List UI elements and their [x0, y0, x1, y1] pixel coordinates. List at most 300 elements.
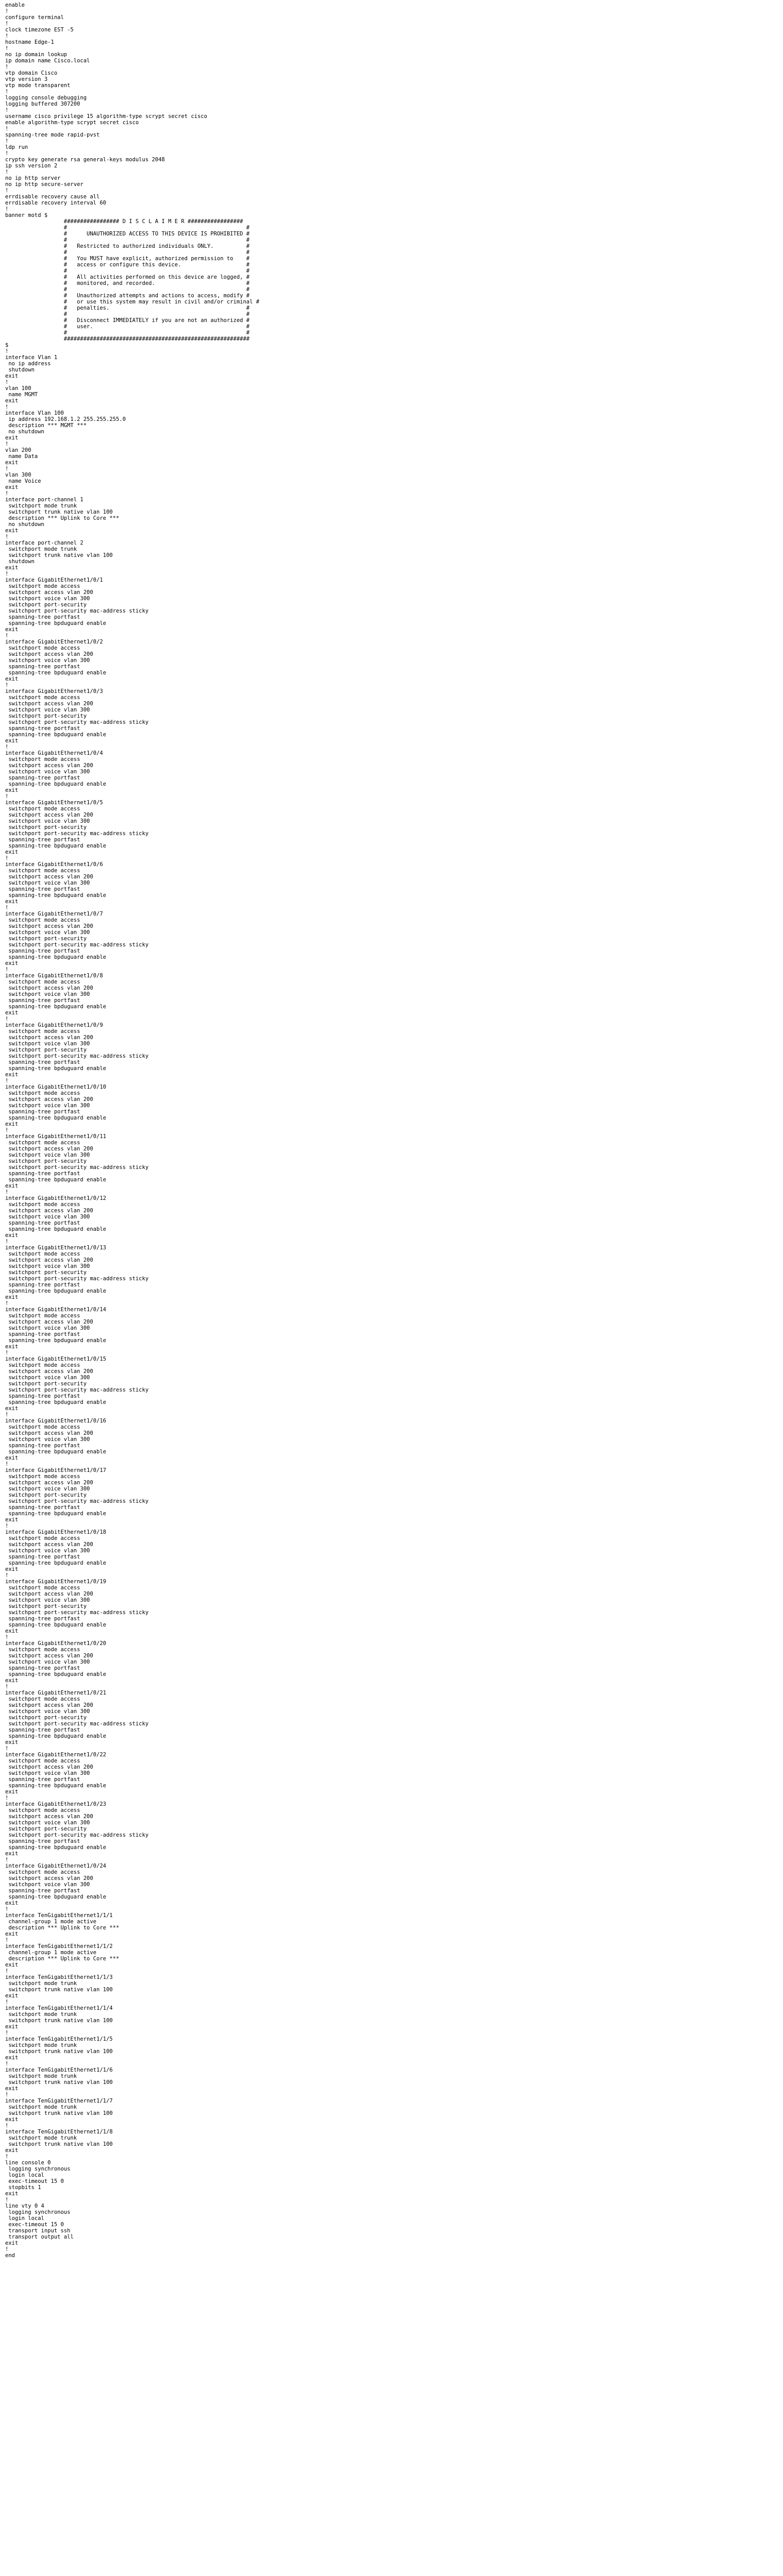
- config-line: switchport trunk native vlan 100: [5, 2018, 113, 2024]
- config-line: exit: [5, 2191, 19, 2197]
- config-line: description *** MGMT ***: [5, 422, 87, 429]
- config-line: spanning-tree bpduguard enable: [5, 1671, 106, 1677]
- config-line: exit: [5, 787, 19, 793]
- config-line: spanning-tree bpduguard enable: [5, 1449, 106, 1455]
- config-line: switchport voice vlan 300: [5, 596, 90, 602]
- config-line: interface GigabitEthernet1/0/21: [5, 1690, 106, 1696]
- config-line: switchport access vlan 200: [5, 1702, 93, 1708]
- config-line: end: [5, 2252, 15, 2259]
- config-line: line vty 0 4: [5, 2203, 44, 2209]
- config-line: interface TenGigabitEthernet1/1/2: [5, 1943, 113, 1950]
- config-line: switchport port-security: [5, 1492, 87, 1498]
- config-line: switchport port-security: [5, 1715, 87, 1721]
- config-line: # #: [5, 249, 250, 256]
- config-line: interface TenGigabitEthernet1/1/1: [5, 1912, 113, 1919]
- config-line: switchport port-security: [5, 1158, 87, 1164]
- config-line: switchport voice vlan 300: [5, 880, 90, 886]
- config-line: exit: [5, 1517, 19, 1523]
- config-line: switchport access vlan 200: [5, 1430, 93, 1436]
- config-line: interface Vlan 1: [5, 354, 58, 361]
- config-line: username cisco privilege 15 algorithm-type scrypt secret cisco: [5, 113, 207, 120]
- config-line: spanning-tree portfast: [5, 1554, 80, 1560]
- config-line: switchport port-security mac-address sticky: [5, 1498, 149, 1504]
- config-line: !: [5, 1127, 9, 1133]
- config-line: exit: [5, 738, 19, 744]
- config-line: switchport voice vlan 300: [5, 1820, 90, 1826]
- config-line: switchport voice vlan 300: [5, 818, 90, 824]
- config-line: interface GigabitEthernet1/0/4: [5, 750, 103, 756]
- config-line: switchport access vlan 200: [5, 701, 93, 707]
- config-line: interface GigabitEthernet1/0/6: [5, 861, 103, 868]
- config-line: logging synchronous: [5, 2166, 71, 2172]
- config-line: interface GigabitEthernet1/0/13: [5, 1245, 106, 1251]
- config-line: enable algorithm-type scrypt secret cisco: [5, 120, 139, 126]
- config-line: !: [5, 2061, 9, 2067]
- config-line: !: [5, 2123, 9, 2129]
- config-line: switchport port-security mac-address sticky: [5, 1276, 149, 1282]
- config-line: # #: [5, 268, 250, 274]
- config-line: no ip address: [5, 361, 51, 367]
- config-line: exit: [5, 1851, 19, 1857]
- config-line: switchport access vlan 200: [5, 1480, 93, 1486]
- config-line: switchport voice vlan 300: [5, 1375, 90, 1381]
- config-line: spanning-tree bpduguard enable: [5, 1783, 106, 1789]
- config-line: interface GigabitEthernet1/0/23: [5, 1801, 106, 1807]
- config-line: exit: [5, 460, 19, 466]
- config-line: !: [5, 2246, 9, 2252]
- config-line: spanning-tree portfast: [5, 1616, 80, 1622]
- config-line: spanning-tree portfast: [5, 614, 80, 620]
- config-line: spanning-tree portfast: [5, 997, 80, 1004]
- config-document: [5, 2, 259, 2259]
- config-line: interface GigabitEthernet1/0/8: [5, 973, 103, 979]
- config-line: switchport access vlan 200: [5, 923, 93, 929]
- config-line: #########################################################: [5, 336, 250, 342]
- config-line: switchport mode access: [5, 1647, 80, 1653]
- config-line: interface TenGigabitEthernet1/1/4: [5, 2005, 113, 2011]
- config-line: # or use this system may result in civil and/or criminal #: [5, 299, 260, 305]
- config-line: switchport port-security: [5, 1603, 87, 1609]
- config-line: exit: [5, 626, 19, 633]
- config-line: channel-group 1 mode active: [5, 1950, 97, 1956]
- config-line: switchport voice vlan 300: [5, 1436, 90, 1443]
- config-line: ################# D I S C L A I M E R #################: [5, 218, 243, 225]
- config-line: exit: [5, 1183, 19, 1189]
- config-line: exit: [5, 1566, 19, 1572]
- config-line: !: [5, 633, 9, 639]
- config-line: !: [5, 905, 9, 911]
- config-line: exit: [5, 398, 19, 404]
- config-line: !: [5, 534, 9, 540]
- config-line: spanning-tree bpduguard enable: [5, 1399, 106, 1405]
- config-line: !: [5, 1523, 9, 1529]
- config-line: switchport access vlan 200: [5, 1146, 93, 1152]
- config-line: switchport port-security mac-address sticky: [5, 1053, 149, 1059]
- config-line: interface GigabitEthernet1/0/20: [5, 1640, 106, 1647]
- config-line: # All activities performed on this device are logged, #: [5, 274, 250, 280]
- config-line: # monitored, and recorded. #: [5, 280, 250, 286]
- config-line: # user. #: [5, 324, 250, 330]
- config-line: exit: [5, 1677, 19, 1684]
- config-line: switchport port-security mac-address sticky: [5, 1721, 149, 1727]
- config-line: switchport port-security mac-address sticky: [5, 1832, 149, 1838]
- config-line: spanning-tree bpduguard enable: [5, 1844, 106, 1851]
- config-line: exit: [5, 1232, 19, 1239]
- config-line: switchport access vlan 200: [5, 812, 93, 818]
- config-line: stopbits 1: [5, 2184, 41, 2191]
- config-line: switchport mode trunk: [5, 2073, 77, 2079]
- config-line: switchport port-security: [5, 713, 87, 719]
- config-line: name MGMT: [5, 392, 38, 398]
- config-line: # #: [5, 311, 250, 317]
- config-line: spanning-tree portfast: [5, 1443, 80, 1449]
- config-line: spanning-tree bpduguard enable: [5, 954, 106, 960]
- config-line: ldp run: [5, 144, 28, 150]
- config-line: switchport access vlan 200: [5, 589, 93, 596]
- config-line: !: [5, 33, 9, 39]
- config-line: !: [5, 1634, 9, 1640]
- config-line: spanning-tree bpduguard enable: [5, 1065, 106, 1072]
- config-line: exit: [5, 1072, 19, 1078]
- config-line: !: [5, 571, 9, 577]
- config-line: !: [5, 466, 9, 472]
- config-line: spanning-tree bpduguard enable: [5, 1337, 106, 1344]
- config-line: interface GigabitEthernet1/0/12: [5, 1195, 106, 1201]
- config-line: switchport trunk native vlan 100: [5, 509, 113, 515]
- config-line: spanning-tree bpduguard enable: [5, 1226, 106, 1232]
- config-line: switchport mode access: [5, 917, 80, 923]
- config-line: interface GigabitEthernet1/0/5: [5, 800, 103, 806]
- config-line: interface GigabitEthernet1/0/15: [5, 1356, 106, 1362]
- config-line: spanning-tree portfast: [5, 1331, 80, 1337]
- config-line: !: [5, 126, 9, 132]
- config-line: description *** Uplink to Core ***: [5, 515, 120, 521]
- config-line: !: [5, 45, 9, 52]
- config-line: !: [5, 1572, 9, 1579]
- config-line: switchport mode trunk: [5, 2135, 77, 2141]
- config-line: spanning-tree bpduguard enable: [5, 1560, 106, 1566]
- config-line: switchport access vlan 200: [5, 1764, 93, 1770]
- config-line: !: [5, 2030, 9, 2036]
- config-line: switchport trunk native vlan 100: [5, 552, 113, 558]
- config-line: # #: [5, 237, 250, 243]
- config-line: # access or configure this device. #: [5, 262, 250, 268]
- config-line: spanning-tree portfast: [5, 1393, 80, 1399]
- config-line: spanning-tree portfast: [5, 1171, 80, 1177]
- config-line: spanning-tree portfast: [5, 1059, 80, 1065]
- config-line: login local: [5, 2172, 44, 2178]
- config-line: !: [5, 1999, 9, 2005]
- config-line: !: [5, 490, 9, 497]
- config-line: !: [5, 2197, 9, 2203]
- config-line: !: [5, 138, 9, 144]
- config-line: interface GigabitEthernet1/0/14: [5, 1307, 106, 1313]
- config-line: spanning-tree bpduguard enable: [5, 892, 106, 899]
- config-line: switchport port-security mac-address sticky: [5, 831, 149, 837]
- config-line: !: [5, 793, 9, 800]
- config-line: interface GigabitEthernet1/0/3: [5, 688, 103, 694]
- config-line: vtp version 3: [5, 76, 48, 82]
- config-line: # #: [5, 330, 250, 336]
- config-line: name Data: [5, 453, 38, 460]
- config-line: switchport mode access: [5, 1201, 80, 1208]
- config-line: switchport mode access: [5, 1028, 80, 1035]
- config-line: interface GigabitEthernet1/0/18: [5, 1529, 106, 1535]
- config-line: spanning-tree portfast: [5, 775, 80, 781]
- config-line: exit: [5, 1628, 19, 1634]
- config-line: switchport trunk native vlan 100: [5, 2141, 113, 2147]
- config-line: interface TenGigabitEthernet1/1/8: [5, 2129, 113, 2135]
- config-line: exit: [5, 1739, 19, 1745]
- config-line: !: [5, 967, 9, 973]
- config-line: spanning-tree portfast: [5, 1504, 80, 1511]
- config-line: # #: [5, 286, 250, 293]
- config-line: crypto key generate rsa general-keys modulus 2048: [5, 157, 165, 163]
- config-line: switchport voice vlan 300: [5, 1214, 90, 1220]
- config-line: switchport access vlan 200: [5, 1541, 93, 1548]
- config-line: spanning-tree bpduguard enable: [5, 1733, 106, 1739]
- config-line: interface TenGigabitEthernet1/1/3: [5, 1974, 113, 1980]
- config-line: interface GigabitEthernet1/0/16: [5, 1418, 106, 1424]
- config-line: switchport port-security mac-address sticky: [5, 942, 149, 948]
- config-line: spanning-tree bpduguard enable: [5, 843, 106, 849]
- config-line: !: [5, 1745, 9, 1752]
- config-line: switchport port-security: [5, 824, 87, 831]
- config-line: switchport port-security: [5, 1381, 87, 1387]
- config-line: vlan 200: [5, 447, 31, 453]
- config-line: switchport port-security mac-address sticky: [5, 1609, 149, 1616]
- config-line: exit: [5, 484, 19, 490]
- config-line: switchport access vlan 200: [5, 1257, 93, 1263]
- config-line: switchport voice vlan 300: [5, 1597, 90, 1603]
- config-line: switchport voice vlan 300: [5, 1041, 90, 1047]
- config-line: vtp mode transparent: [5, 82, 71, 89]
- config-line: !: [5, 682, 9, 688]
- config-line: spanning-tree portfast: [5, 725, 80, 732]
- config-line: switchport mode trunk: [5, 2042, 77, 2048]
- config-line: no shutdown: [5, 429, 44, 435]
- config-line: spanning-tree portfast: [5, 1109, 80, 1115]
- config-line: banner motd $: [5, 212, 48, 218]
- config-line: switchport voice vlan 300: [5, 657, 90, 664]
- config-line: exit: [5, 2024, 19, 2030]
- config-line: spanning-tree portfast: [5, 664, 80, 670]
- config-line: switchport access vlan 200: [5, 1035, 93, 1041]
- config-line: vlan 100: [5, 385, 31, 392]
- config-line: exit: [5, 435, 19, 441]
- config-line: logging buffered 307200: [5, 101, 80, 107]
- config-line: switchport voice vlan 300: [5, 1103, 90, 1109]
- config-line: !: [5, 64, 9, 70]
- config-line: switchport mode access: [5, 645, 80, 651]
- config-line: switchport port-security mac-address sticky: [5, 608, 149, 614]
- config-line: switchport port-security: [5, 936, 87, 942]
- config-line: spanning-tree portfast: [5, 1665, 80, 1671]
- config-line: switchport voice vlan 300: [5, 991, 90, 997]
- config-line: no shutdown: [5, 521, 44, 528]
- config-line: switchport voice vlan 300: [5, 1882, 90, 1888]
- config-line: switchport port-security: [5, 1047, 87, 1053]
- config-line: exit: [5, 1789, 19, 1795]
- config-line: switchport access vlan 200: [5, 1591, 93, 1597]
- config-line: exit: [5, 1405, 19, 1412]
- config-line: interface GigabitEthernet1/0/11: [5, 1133, 106, 1140]
- config-line: $: [5, 342, 9, 348]
- config-line: exit: [5, 1931, 19, 1937]
- config-line: interface GigabitEthernet1/0/9: [5, 1022, 103, 1028]
- config-line: switchport voice vlan 300: [5, 1770, 90, 1776]
- config-line: switchport access vlan 200: [5, 762, 93, 769]
- config-line: switchport mode access: [5, 1585, 80, 1591]
- config-line: switchport mode access: [5, 694, 80, 701]
- config-line: exit: [5, 2147, 19, 2154]
- config-line: interface GigabitEthernet1/0/19: [5, 1579, 106, 1585]
- config-line: switchport mode access: [5, 868, 80, 874]
- config-line: exit: [5, 1010, 19, 1016]
- config-line: channel-group 1 mode active: [5, 1919, 97, 1925]
- config-line: switchport mode access: [5, 1473, 80, 1480]
- config-line: !: [5, 2154, 9, 2160]
- config-line: switchport trunk native vlan 100: [5, 2079, 113, 2086]
- config-line: # You MUST have explicit, authorized permission to #: [5, 256, 250, 262]
- config-line: spanning-tree portfast: [5, 1220, 80, 1226]
- config-line: switchport mode access: [5, 1424, 80, 1430]
- config-line: exit: [5, 1962, 19, 1968]
- config-line: !: [5, 1968, 9, 1974]
- config-line: !: [5, 188, 9, 194]
- config-line: !: [5, 404, 9, 410]
- config-line: spanning-tree bpduguard enable: [5, 670, 106, 676]
- config-line: switchport mode access: [5, 1758, 80, 1764]
- config-line: exit: [5, 528, 19, 534]
- config-line: switchport voice vlan 300: [5, 1263, 90, 1269]
- config-line: interface GigabitEthernet1/0/2: [5, 639, 103, 645]
- config-line: !: [5, 150, 9, 157]
- config-line: spanning-tree portfast: [5, 1727, 80, 1733]
- config-line: # #: [5, 225, 250, 231]
- config-line: interface GigabitEthernet1/0/7: [5, 911, 103, 917]
- config-line: !: [5, 206, 9, 212]
- config-line: switchport trunk native vlan 100: [5, 2110, 113, 2116]
- config-line: switchport port-security mac-address sticky: [5, 1164, 149, 1171]
- config-line: switchport access vlan 200: [5, 651, 93, 657]
- config-line: exit: [5, 1993, 19, 1999]
- config-line: !: [5, 1937, 9, 1943]
- config-line: login local: [5, 2215, 44, 2222]
- config-line: exit: [5, 373, 19, 379]
- config-line: spanning-tree bpduguard enable: [5, 1004, 106, 1010]
- config-line: !: [5, 379, 9, 385]
- config-line: spanning-tree portfast: [5, 837, 80, 843]
- config-line: switchport voice vlan 300: [5, 1548, 90, 1554]
- config-line: logging synchronous: [5, 2209, 71, 2215]
- config-line: name Voice: [5, 478, 41, 484]
- config-line: switchport mode trunk: [5, 503, 77, 509]
- config-line: spanning-tree bpduguard enable: [5, 1622, 106, 1628]
- config-line: exit: [5, 899, 19, 905]
- config-line: !: [5, 1350, 9, 1356]
- config-line: spanning-tree bpduguard enable: [5, 1288, 106, 1294]
- config-line: no ip http server: [5, 175, 61, 181]
- config-line: !: [5, 1684, 9, 1690]
- config-line: ip address 192.168.1.2 255.255.255.0: [5, 416, 126, 422]
- config-line: switchport mode access: [5, 1535, 80, 1541]
- config-line: switchport mode access: [5, 1090, 80, 1096]
- config-line: switchport voice vlan 300: [5, 1708, 90, 1715]
- config-line: switchport mode access: [5, 1807, 80, 1814]
- config-line: switchport voice vlan 300: [5, 929, 90, 936]
- config-line: switchport mode trunk: [5, 2104, 77, 2110]
- config-line: interface GigabitEthernet1/0/1: [5, 577, 103, 583]
- config-line: exit: [5, 565, 19, 571]
- config-line: # Disconnect IMMEDIATELY if you are not an authorized #: [5, 317, 250, 324]
- config-line: !: [5, 1300, 9, 1307]
- config-line: !: [5, 441, 9, 447]
- config-line: shutdown: [5, 367, 35, 373]
- config-line: spanning-tree mode rapid-pvst: [5, 132, 100, 138]
- config-line: # Restricted to authorized individuals ONLY. #: [5, 243, 250, 249]
- config-line: no ip domain lookup: [5, 52, 68, 58]
- config-line: interface Vlan 100: [5, 410, 64, 416]
- config-line: spanning-tree bpduguard enable: [5, 1177, 106, 1183]
- config-line: errdisable recovery interval 60: [5, 200, 106, 206]
- config-line: description *** Uplink to Core ***: [5, 1925, 120, 1931]
- config-line: switchport mode access: [5, 1140, 80, 1146]
- config-line: description *** Uplink to Core ***: [5, 1956, 120, 1962]
- config-line: switchport access vlan 200: [5, 1875, 93, 1882]
- config-line: exec-timeout 15 0: [5, 2222, 64, 2228]
- config-line: hostname Edge-1: [5, 39, 54, 45]
- config-line: clock timezone EST -5: [5, 27, 74, 33]
- config-line: switchport voice vlan 300: [5, 1152, 90, 1158]
- config-line: spanning-tree bpduguard enable: [5, 781, 106, 787]
- config-line: line console 0: [5, 2160, 51, 2166]
- config-line: ip domain name Cisco.local: [5, 58, 90, 64]
- config-line: errdisable recovery cause all: [5, 194, 100, 200]
- config-line: switchport mode access: [5, 583, 80, 589]
- config-line: !: [5, 1795, 9, 1801]
- config-line: switchport mode trunk: [5, 546, 77, 552]
- config-line: !: [5, 2092, 9, 2098]
- config-line: exit: [5, 676, 19, 682]
- config-line: interface GigabitEthernet1/0/10: [5, 1084, 106, 1090]
- config-line: spanning-tree portfast: [5, 1888, 80, 1894]
- config-line: switchport mode access: [5, 979, 80, 985]
- config-line: switchport voice vlan 300: [5, 1486, 90, 1492]
- config-line: switchport voice vlan 300: [5, 707, 90, 713]
- config-line: switchport port-security mac-address sticky: [5, 1387, 149, 1393]
- config-line: interface TenGigabitEthernet1/1/6: [5, 2067, 113, 2073]
- config-line: !: [5, 1412, 9, 1418]
- config-line: !: [5, 1906, 9, 1912]
- config-line: switchport trunk native vlan 100: [5, 1987, 113, 1993]
- config-line: spanning-tree portfast: [5, 1776, 80, 1783]
- config-line: switchport mode trunk: [5, 1980, 77, 1987]
- config-line: # UNAUTHORIZED ACCESS TO THIS DEVICE IS PROHIBITED #: [5, 231, 250, 237]
- config-line: switchport voice vlan 300: [5, 1325, 90, 1331]
- config-line: !: [5, 1857, 9, 1863]
- config-line: exit: [5, 1294, 19, 1300]
- config-line: switchport access vlan 200: [5, 1368, 93, 1375]
- config-line: !: [5, 744, 9, 750]
- config-line: spanning-tree bpduguard enable: [5, 620, 106, 626]
- config-line: switchport access vlan 200: [5, 985, 93, 991]
- config-line: switchport mode access: [5, 1869, 80, 1875]
- config-line: # penalties. #: [5, 305, 250, 311]
- config-line: exit: [5, 1344, 19, 1350]
- config-line: configure terminal: [5, 14, 64, 21]
- config-line: enable: [5, 2, 25, 8]
